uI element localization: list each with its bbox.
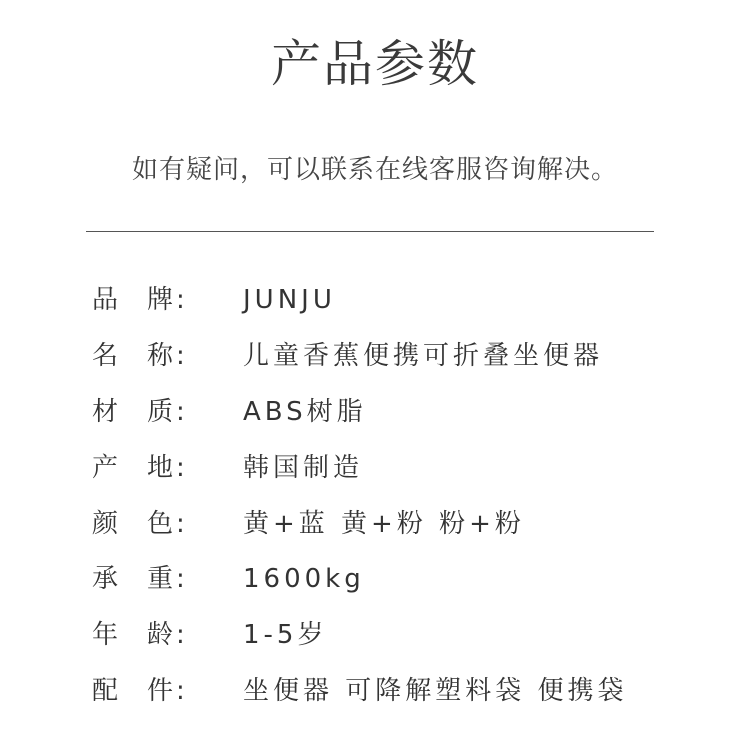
spec-label-colon: :: [176, 452, 185, 483]
spec-value-color: 黄+蓝 黄+粉 粉+粉: [243, 508, 525, 539]
spec-label-char: 年: [92, 620, 119, 651]
spec-value-load: 1600kg: [243, 564, 365, 595]
spec-row-material: [92, 390, 712, 446]
spec-label-char: 材: [92, 396, 119, 427]
spec-label-char: 名: [92, 340, 119, 371]
spec-row-origin: [92, 446, 712, 502]
spec-label-char: 地: [147, 452, 174, 483]
spec-label-char: 配: [92, 676, 119, 707]
spec-table: [92, 278, 712, 725]
spec-label-char: 称: [147, 340, 174, 371]
spec-label-colon: :: [176, 508, 185, 539]
divider: [86, 231, 654, 232]
spec-value-brand: JUNJU: [243, 285, 336, 315]
spec-label-char: 龄: [147, 620, 174, 651]
page-subtitle: 如有疑问，可以联系在线客服咨询解决。: [131, 155, 618, 185]
spec-row-brand: [92, 278, 712, 334]
spec-value-origin: 韩国制造: [243, 452, 364, 483]
spec-label-char: 承: [92, 564, 119, 595]
spec-label-char: 产: [92, 452, 119, 483]
spec-row-load: [92, 557, 712, 613]
spec-value-material: ABS树脂: [243, 396, 367, 427]
spec-label-char: 颜: [92, 508, 119, 539]
spec-label-char: 品: [92, 285, 119, 315]
spec-label-char: 质: [147, 396, 174, 427]
spec-label-colon: :: [176, 285, 185, 315]
spec-label-char: 重: [147, 564, 174, 595]
spec-value-name: 儿童香蕉便携可折叠坐便器: [243, 340, 604, 371]
spec-value-accessories: 坐便器 可降解塑料袋 便携袋: [243, 676, 628, 707]
spec-label-char: 牌: [147, 285, 174, 315]
spec-label-colon: :: [176, 396, 185, 427]
spec-label-char: 色: [147, 508, 174, 539]
spec-label-colon: :: [176, 564, 185, 595]
spec-label-colon: :: [176, 676, 185, 707]
spec-row-color: [92, 502, 712, 558]
spec-label-colon: :: [176, 340, 185, 371]
page-title: 产品参数: [271, 35, 479, 93]
spec-row-accessories: [92, 669, 712, 725]
spec-label-colon: :: [176, 620, 185, 651]
spec-label-char: 件: [147, 676, 174, 707]
spec-row-age: [92, 613, 712, 669]
spec-row-name: [92, 334, 712, 390]
spec-value-age: 1-5岁: [243, 620, 328, 651]
